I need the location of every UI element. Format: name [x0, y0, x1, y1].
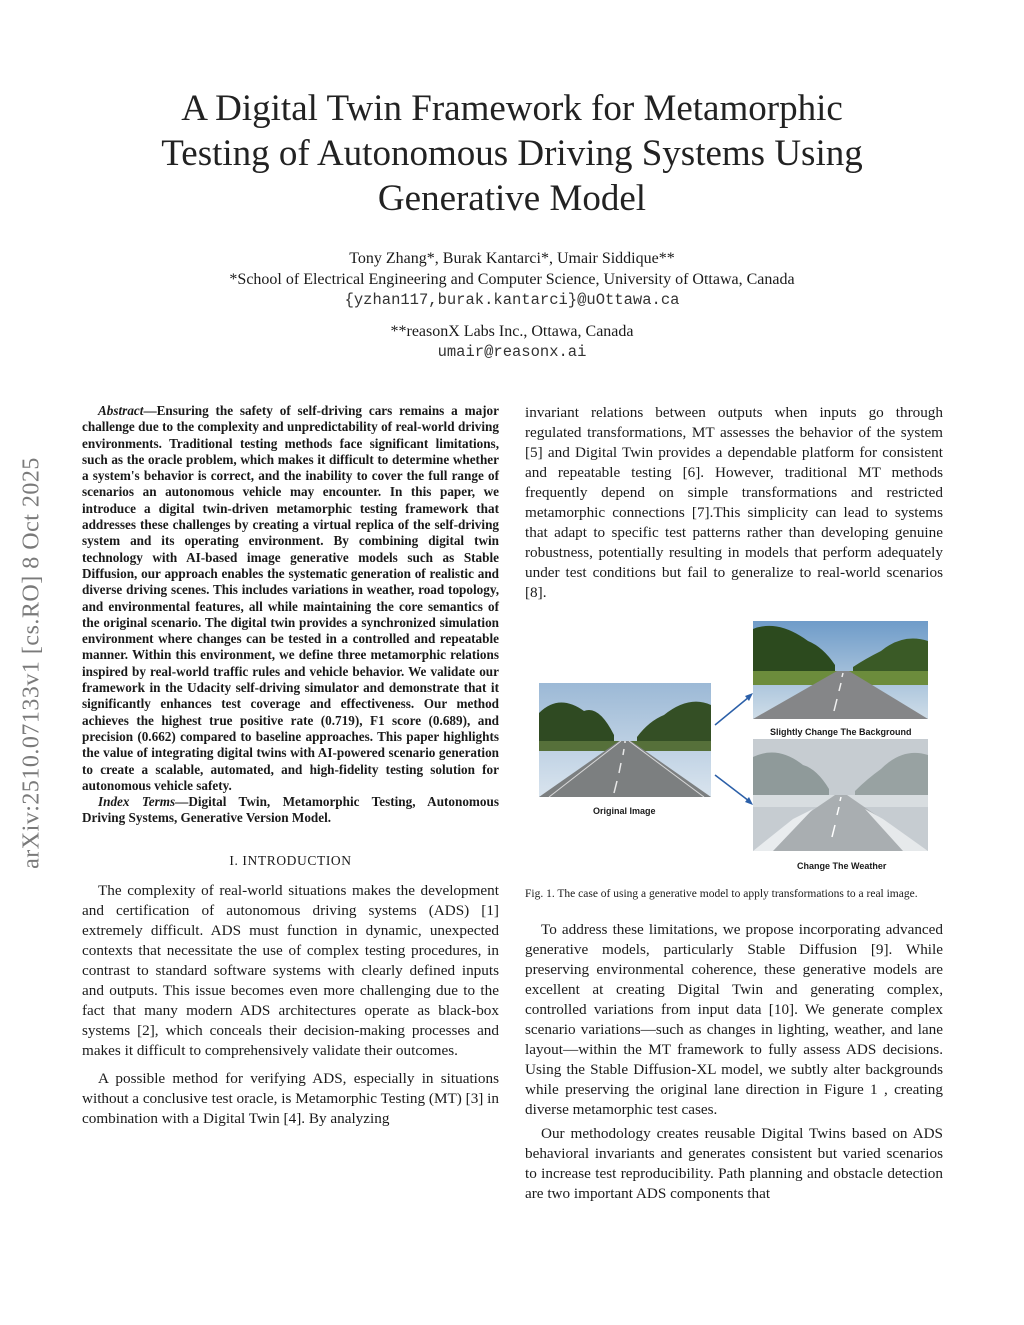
original-road-image	[539, 683, 711, 797]
author-block	[100, 248, 924, 363]
affiliation-2: **reasonX Labs Inc., Ottawa, Canada	[390, 323, 634, 340]
affiliation-1: *School of Electrical Engineering and Computer Science, University of Ottawa, Canada	[229, 271, 795, 288]
label-background-change: Slightly Change The Background	[770, 727, 912, 737]
background-changed-road-image	[753, 621, 928, 719]
figure-1-caption: Fig. 1. The case of using a generative model to apply transformations to a real image.	[525, 888, 918, 900]
intro-paragraph-2: A possible method for verifying ADS, especially in situations without a conclusive test oracle, is Metamorphic Testing (MT) [3] in combination with a Digital Twin [4]. By analyzing	[82, 1069, 499, 1127]
author-names: Tony Zhang*, Burak Kantarci*, Umair Siddique**	[349, 250, 675, 267]
figure-1	[525, 621, 943, 871]
index-terms-label: Index Terms	[98, 794, 176, 810]
email-1: {yzhan117,burak.kantarci}@uOttawa.ca	[344, 291, 680, 309]
right-column	[525, 403, 943, 1204]
title-line-3: Generative Model	[377, 178, 647, 219]
weather-changed-road-image	[753, 739, 928, 851]
arxiv-identifier	[12, 380, 52, 945]
right-paragraph-3: Our methodology creates reusable Digital Twins based on ADS behavioral invariants and generates consistent but varied scenarios to increase test reproducibility. Path planning and obstacle detection are two important ADS components that	[525, 1125, 943, 1202]
right-paragraph-2: To address these limitations, we propose incorporating advanced generative models, particularly Stable Diffusion [9]. While preserving environmental coherence, these generative models are excellent at creating Digital Twin and generating complex, controlled variations from input data [10]. We generate complex scenario variations—such as changes in lighting, weather, and lane layout—within the MT framework to fully assess ADS decisions. Using the Stable Diffusion-XL model, we subtly alter backgrounds while preserving the original lane direction in Figure 1 , creating diverse metamorphic test cases.	[525, 921, 943, 1118]
right-paragraph-1: invariant relations between outputs when inputs go through regulated transformations, MT assesses the behavior of the system [5] and Digital Twin provides a dependable platform for consistent and repeatable testing [6]. However, traditional MT methods frequently depend on simple transformations and restricted metamorphic connections [7].This simplicity can lead to systems that adapt to specific test patterns rather than developing genuine robustness, potentially resulting in models that perform adequately under test conditions but fail to generalize to real-world scenarios [8].	[525, 404, 943, 601]
index-terms	[82, 794, 499, 827]
label-weather-change: Change The Weather	[797, 861, 887, 871]
title-line-2: Testing of Autonomous Driving Systems Using	[161, 133, 863, 174]
arxiv-id-text: arXiv:2510.07133v1 [cs.RO] 8 Oct 2025	[18, 456, 45, 869]
email-2: umair@reasonx.ai	[437, 343, 587, 361]
label-original-image: Original Image	[593, 806, 656, 816]
index-terms-text: —Digital Twin, Metamorphic Testing, Autonomous Driving Systems, Generative Version Model.	[82, 794, 499, 826]
section-heading-introduction: I. INTRODUCTION	[229, 852, 352, 868]
abstract-text: —Ensuring the safety of self-driving cars remains a major challenge due to the complexity and unpredictability of real-world driving environments. Traditional testing methods face significant limitations, such as the oracle problem, which makes it difficult to determine whether a system's behavior is correct, and the inability to cover the full range of scenarios an autonomous vehicle may encounter. In this paper, we introduce a digital twin-driven metamorphic testing framework that addresses these challenges by creating a virtual replica of the self-driving system and its operating environment. By combining digital twin technology with AI-based image generative models such as Stable Diffusion, our approach enables the systematic generation of realistic and diverse driving scenes. This includes variations in weather, road topology, and environmental features, all while maintaining the core semantics of the original scenario. The digital twin provides a synchronized simulation environment where changes can be tested in a controlled and repeatable manner. Within this environment, we define three metamorphic relations inspired by real-world traffic rules and vehicle behavior. We validate our framework in the Udacity self-driving simulator and demonstrate that it significantly enhances test coverage and effectiveness. Our method achieves the highest true positive rate (0.719), F1 score (0.689), and precision (0.662) compared to baseline approaches. This paper highlights the value of integrating digital twins with AI-powered scenario generation to create a scalable, automated, and high-fidelity testing solution for autonomous vehicle safety.	[82, 403, 499, 793]
paper-title	[100, 86, 924, 221]
abstract-label: Abstract	[98, 403, 144, 418]
abstract	[82, 403, 499, 794]
intro-paragraph-1: The complexity of real-world situations makes the development and certification of autonomous driving systems (ADS) [1] extremely difficult. ADS must function in dynamic, unexpected contexts that necessitate the use of complex testing procedures, in contrast to standard software systems with clearly defined inputs and outputs. This issue becomes even more challenging due to the fact that many modern ADS architectures operate as black-box systems [2], which conceals their decision-making processes and makes it difficult to comprehensively validate their outcomes.	[82, 881, 499, 1059]
title-line-1: A Digital Twin Framework for Metamorphic	[181, 88, 843, 129]
left-column	[82, 403, 499, 1129]
